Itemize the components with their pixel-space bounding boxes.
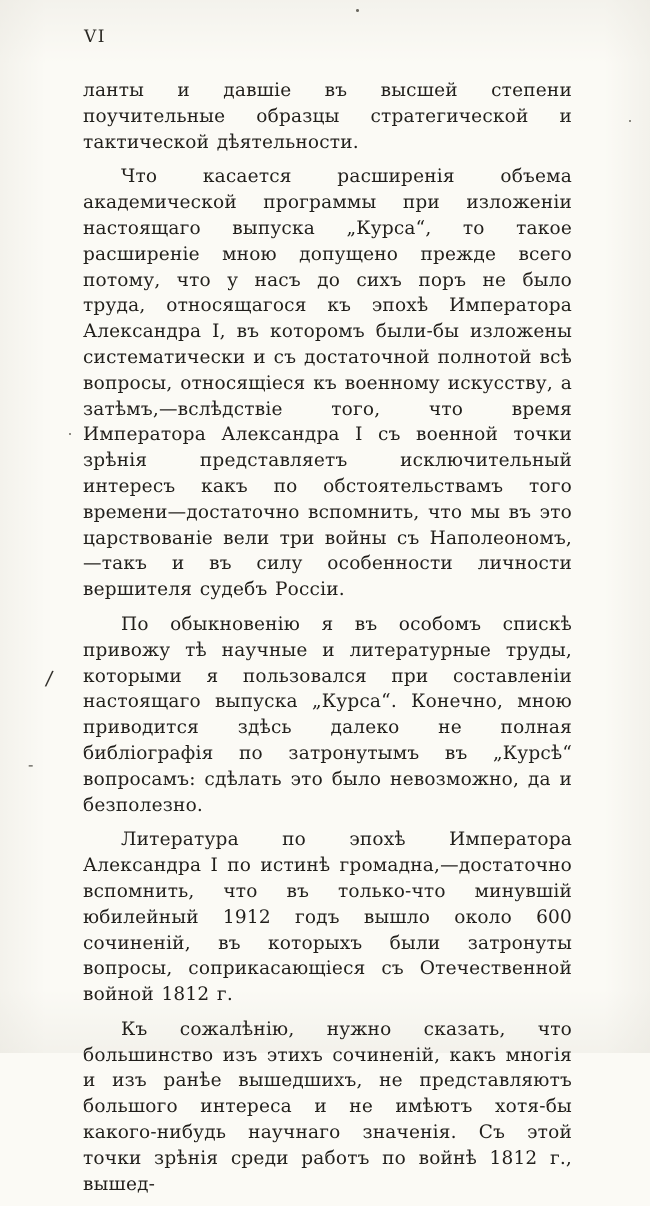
margin-pencil-slash-mark: / (44, 665, 55, 691)
paragraph: ланты и давшіе въ высшей степени поучительные образцы стратегической и тактической дѣятельности. (83, 80, 572, 153)
paragraph: Къ сожалѣнію, нужно сказать, что большинство изъ этихъ сочиненій, какъ многія и изъ ранѣе вышедшихъ, не представляютъ большого интереса и не имѣютъ хотя-бы какого-нибудь научнаго значенія. Съ этой точки зрѣнія среди работъ по войнѣ 1812 г., вышед- (83, 1018, 572, 1195)
paragraph: Литература по эпохѣ Императора Александра I по истинѣ громадна,—достаточно вспомнить, что въ только-что минувшій юбилейный 1912 годъ вышло около 600 сочиненій, въ которыхъ были затронуты вопросы, соприкасающіеся съ Отечественной войной 1812 г. (83, 829, 572, 1006)
page-number: VI (84, 27, 106, 47)
text-block (83, 78, 572, 1206)
paragraph: Что касается расширенія объема академической программы при изложеніи настоящаго выпуска „Курса“, то такое расширеніе мною допущено прежде всего потому, что у насъ до сихъ поръ не было труда, относящагося къ эпохѣ Императора Александра I, въ которомъ были-бы изложены систематически и съ достаточной полнотой всѣ вопросы, относящіеся къ военному искусству, а затѣмъ,—вслѣдствіе того, что время Императора Александра I съ военной точки зрѣнія представляетъ исключительный интересъ какъ по обстоятельствамъ того времени—достаточно вспомнить, что мы въ это царствованіе вели три войны съ Наполеономъ,—такъ и въ силу особенности личности вершителя судебъ Россіи. (83, 166, 572, 601)
scan-speck (356, 9, 359, 12)
scan-speck (69, 433, 71, 435)
scan-speck (629, 120, 631, 122)
margin-pencil-dash-mark: - (28, 755, 34, 774)
paragraph: По обыкновенію я въ особомъ спискѣ привожу тѣ научные и литературные труды, которыми я пользовался при составленіи настоящаго выпуска „Курса“. Конечно, мною приводится здѣсь далеко не полная библіографія по затронутымъ въ „Курсѣ“ вопросамъ: сдѣлать это было невозможно, да и безполезно. (83, 613, 572, 816)
